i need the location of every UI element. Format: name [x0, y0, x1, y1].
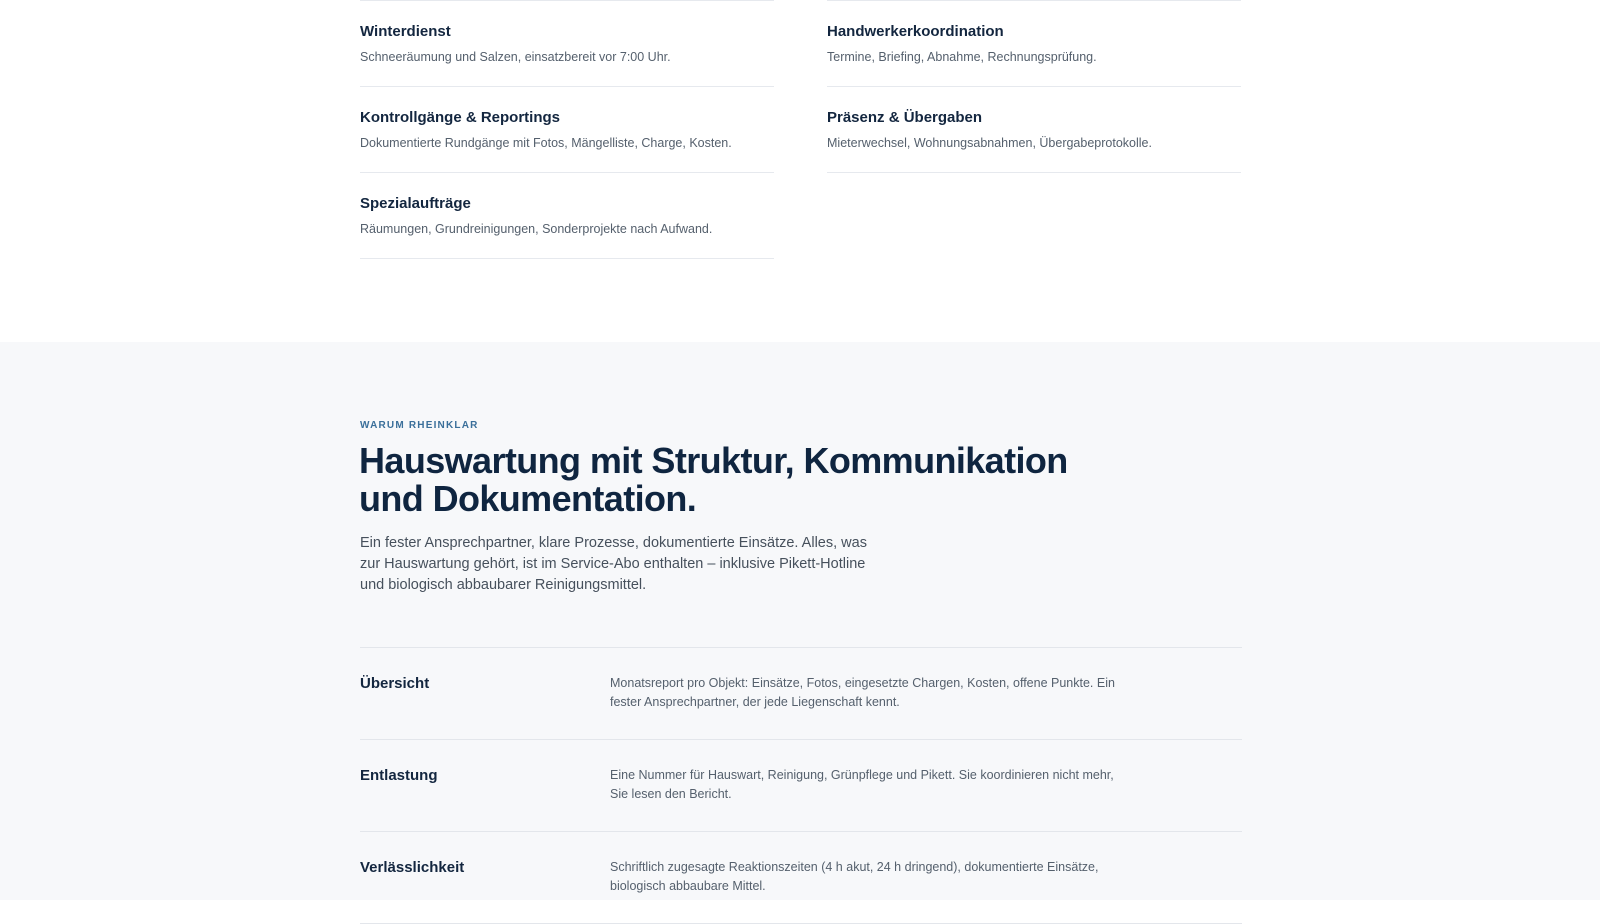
- section-eyebrow: WARUM RHEINKLAR: [360, 420, 479, 431]
- service-description: Dokumentierte Rundgänge mit Fotos, Mängelliste, Charge, Kosten.: [360, 136, 732, 150]
- service-item-handwerkerkoordination: [827, 1, 1241, 87]
- service-item-praesenz-uebergaben: [827, 87, 1241, 173]
- service-description: Räumungen, Grundreinigungen, Sonderprojekte nach Aufwand.: [360, 222, 713, 236]
- why-section: [0, 342, 1600, 900]
- section-lead: Ein fester Ansprechpartner, klare Prozesse, dokumentierte Einsätze. Alles, was zur Hauswartung gehört, ist im Service-Abo enthalten – inklusive Pikett-Hotline und biologisch abbaubarer Reinigungsmittel.: [360, 535, 867, 593]
- service-title: Handwerkerkoordination: [827, 23, 1004, 40]
- service-title: Kontrollgänge & Reportings: [360, 109, 560, 126]
- service-description: Termine, Briefing, Abnahme, Rechnungsprüfung.: [827, 50, 1097, 64]
- feature-row-uebersicht: [360, 648, 1242, 740]
- services-column-left: [360, 0, 774, 259]
- feature-row-verlaesslichkeit: [360, 832, 1242, 924]
- feature-name: Entlastung: [360, 767, 438, 784]
- service-item-winterdienst: [360, 1, 774, 87]
- feature-name: Verlässlichkeit: [360, 859, 465, 876]
- section-title: Hauswartung mit Struktur, Kommunikation und Dokumentation.: [359, 440, 1068, 519]
- services-column-right: [827, 0, 1241, 173]
- service-description: Mieterwechsel, Wohnungsabnahmen, Übergabeprotokolle.: [827, 136, 1152, 150]
- service-item-kontrollgaenge: [360, 87, 774, 173]
- feature-text: Monatsreport pro Objekt: Einsätze, Fotos, eingesetzte Chargen, Kosten, offene Punkte. Ein fester Ansprechpartner, der jede Liegenschaft kennt.: [610, 676, 1115, 709]
- service-title: Präsenz & Übergaben: [827, 109, 983, 126]
- service-description: Schneeräumung und Salzen, einsatzbereit vor 7:00 Uhr.: [360, 50, 671, 64]
- service-title: Spezialaufträge: [360, 195, 471, 212]
- feature-text: Schriftlich zugesagte Reaktionszeiten (4 h akut, 24 h dringend), dokumentierte Einsätze, biologisch abbaubare Mittel.: [610, 860, 1099, 893]
- feature-text: Eine Nummer für Hauswart, Reinigung, Grünpflege und Pikett. Sie koordinieren nicht mehr, Sie lesen den Bericht.: [610, 768, 1114, 801]
- feature-row-entlastung: [360, 740, 1242, 832]
- feature-list: [360, 647, 1242, 924]
- services-section: [0, 0, 1600, 342]
- service-item-spezialauftraege: [360, 173, 774, 259]
- feature-name: Übersicht: [360, 675, 430, 692]
- service-title: Winterdienst: [360, 23, 451, 40]
